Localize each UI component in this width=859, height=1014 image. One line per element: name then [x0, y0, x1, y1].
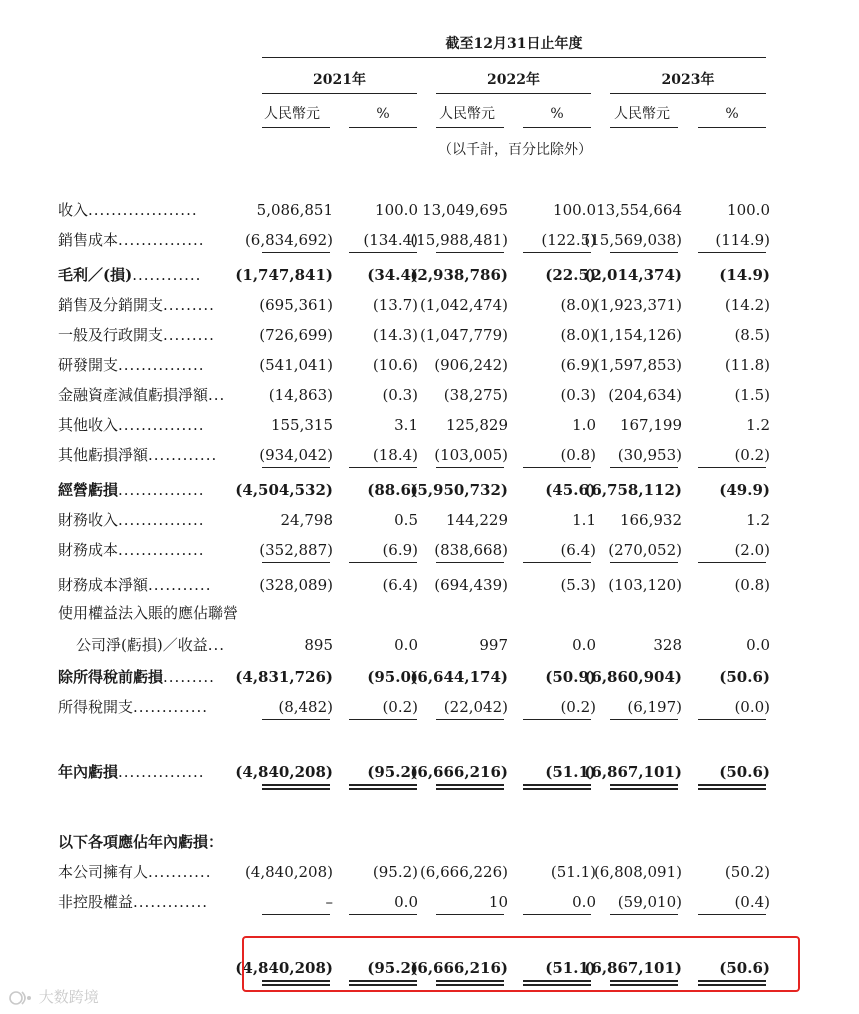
row-underline [262, 784, 330, 786]
leader-dots: ............... [118, 416, 205, 434]
watermark [8, 986, 99, 1008]
amount-cell: (694,439) [434, 576, 508, 594]
percent-cell: 0.5 [394, 511, 418, 529]
percent-cell: (11.8) [724, 356, 770, 374]
leader-dots: ............ [148, 446, 218, 464]
period-underline [262, 57, 766, 58]
row-label: 使用權益法入賬的應佔聯營 [58, 604, 239, 622]
amount-cell: (270,052) [608, 541, 682, 559]
percent-cell: (50.6) [719, 959, 770, 977]
amount-cell: (6,867,101) [584, 959, 682, 977]
row-underline [610, 467, 678, 468]
row-underline [523, 788, 591, 790]
percent-cell: 100.0 [375, 201, 418, 219]
percent-cell: (6.4) [560, 541, 596, 559]
row-underline [523, 914, 591, 915]
amount-cell: 166,932 [619, 511, 682, 529]
amount-cell: (1,597,853) [593, 356, 682, 374]
amount-cell: (695,361) [259, 296, 333, 314]
amount-cell: 144,229 [445, 511, 508, 529]
amount-cell: (4,504,532) [235, 481, 333, 499]
percent-cell: (8.0) [560, 296, 596, 314]
row-underline [436, 467, 504, 468]
amount-cell: (1,747,841) [235, 266, 333, 284]
row-label: 其他虧損淨額............ [58, 446, 218, 464]
percent-cell: (14.9) [719, 266, 770, 284]
percent-cell: 0.0 [572, 636, 596, 654]
amount-cell: (4,840,208) [235, 763, 333, 781]
amount-cell: 167,199 [619, 416, 682, 434]
amount-cell: (5,950,732) [410, 481, 508, 499]
percent-cell: (8.5) [734, 326, 770, 344]
amount-cell: (22,042) [443, 698, 508, 716]
amount-cell: (934,042) [259, 446, 333, 464]
leader-dots: ............. [133, 893, 209, 911]
leader-dots: ......... [163, 326, 215, 344]
percent-header-2023: % [725, 106, 739, 122]
percent-cell: (0.0) [734, 698, 770, 716]
row-underline [698, 467, 766, 468]
percent-cell: (49.9) [719, 481, 770, 499]
row-underline [610, 252, 678, 253]
row-underline [698, 562, 766, 563]
row-label: 所得稅開支............. [58, 698, 209, 716]
amount-cell: (1,923,371) [593, 296, 682, 314]
row-underline [349, 914, 417, 915]
row-underline [262, 252, 330, 253]
percent-cell: (10.6) [372, 356, 418, 374]
amount-cell: (6,808,091) [593, 863, 682, 881]
row-underline [523, 467, 591, 468]
percent-cell: (0.2) [560, 698, 596, 716]
watermark-logo-icon [8, 988, 34, 1008]
amount-cell: (2,014,374) [584, 266, 682, 284]
row-label: 毛利／(損)............ [58, 266, 202, 284]
percent-cell: (95.2) [367, 959, 418, 977]
amount-cell: (838,668) [434, 541, 508, 559]
percent-header-2022: % [550, 106, 564, 122]
amount-cell: (6,834,692) [244, 231, 333, 249]
amount-cell: (59,010) [617, 893, 682, 911]
leader-dots: ............... [118, 763, 205, 781]
row-underline [698, 914, 766, 915]
percent-cell: (6.9) [382, 541, 418, 559]
percent-cell: (2.0) [734, 541, 770, 559]
amount-cell: 997 [479, 636, 508, 654]
row-underline [262, 788, 330, 790]
row-underline [436, 562, 504, 563]
amount-cell: (6,860,904) [584, 668, 682, 686]
row-label: 其他收入............... [58, 416, 205, 434]
amount-cell: (906,242) [434, 356, 508, 374]
row-underline [610, 788, 678, 790]
year-header-2022: 2022年 [487, 72, 540, 88]
amount-cell: (6,197) [627, 698, 682, 716]
amount-cell: 13,554,664 [596, 201, 682, 219]
row-underline [698, 252, 766, 253]
amount-cell: (6,867,101) [584, 763, 682, 781]
period-header: 截至12月31日止年度 [445, 36, 583, 52]
percent-cell: (122.5) [541, 231, 596, 249]
row-label: 財務收入............... [58, 511, 205, 529]
amount-cell: (38,275) [443, 386, 508, 404]
percent-cell: (0.8) [734, 576, 770, 594]
percent-cell: (18.4) [372, 446, 418, 464]
percent-cell: 100.0 [727, 201, 770, 219]
amount-cell: (15,988,481) [410, 231, 508, 249]
leader-dots: ............... [118, 231, 205, 249]
row-label: 除所得稅前虧損......... [58, 668, 215, 686]
amount-cell: (15,569,038) [584, 231, 682, 249]
row-underline [436, 784, 504, 786]
percent-cell: 1.1 [572, 511, 596, 529]
amount-cell: – [325, 893, 333, 911]
year-underline-2023 [610, 93, 766, 94]
percent-cell: 1.0 [572, 416, 596, 434]
leader-dots: ............... [118, 481, 205, 499]
leader-dots: ......... [163, 296, 215, 314]
percent-cell: (8.0) [560, 326, 596, 344]
row-label: 以下各項應佔年內虧損： [58, 833, 224, 851]
amount-cell: (1,047,779) [419, 326, 508, 344]
leader-dots: ............ [132, 266, 202, 284]
percent-cell: (0.4) [734, 893, 770, 911]
watermark-text: 大数跨境 [38, 988, 99, 1006]
percent-cell: (50.6) [719, 763, 770, 781]
amount-cell: (726,699) [259, 326, 333, 344]
year-header-2023: 2023年 [661, 72, 715, 88]
amount-cell: 895 [304, 636, 333, 654]
row-underline [262, 719, 330, 720]
row-label: 經營虧損............... [58, 481, 205, 499]
amount-cell: (6,644,174) [410, 668, 508, 686]
amount-cell: (14,863) [268, 386, 333, 404]
row-underline [349, 719, 417, 720]
amount-cell: (204,634) [608, 386, 682, 404]
amount-cell: 5,086,851 [256, 201, 333, 219]
percent-cell: (13.7) [372, 296, 418, 314]
row-underline [523, 252, 591, 253]
percent-cell: (51.1) [550, 863, 596, 881]
row-underline [698, 719, 766, 720]
leader-dots: ........... [148, 863, 212, 881]
amount-cell: (1,042,474) [419, 296, 508, 314]
highlight-box [242, 936, 800, 992]
amount-cell: (103,005) [434, 446, 508, 464]
leader-dots: ............... [118, 356, 205, 374]
percent-cell: 3.1 [394, 416, 418, 434]
leader-dots: ... [208, 386, 226, 404]
row-underline [262, 467, 330, 468]
row-underline [523, 784, 591, 786]
amount-cell: (103,120) [608, 576, 682, 594]
percent-cell: 100.0 [553, 201, 596, 219]
amount-cell: (6,758,112) [584, 481, 682, 499]
year-underline-2022 [436, 93, 591, 94]
row-underline [349, 562, 417, 563]
amount-cell: 24,798 [280, 511, 333, 529]
leader-dots: ............... [118, 511, 205, 529]
percent-cell: (0.2) [382, 698, 418, 716]
percent-cell: (6.9) [560, 356, 596, 374]
percent-cell: (0.3) [382, 386, 418, 404]
row-label: 本公司擁有人........... [58, 863, 212, 881]
row-underline [349, 252, 417, 253]
amount-cell: (328,089) [259, 576, 333, 594]
row-underline [698, 784, 766, 786]
year-underline-2021 [262, 93, 417, 94]
amount-cell: 13,049,695 [422, 201, 508, 219]
row-label: 財務成本淨額........... [58, 576, 212, 594]
percent-cell: (134.4) [363, 231, 418, 249]
leader-dots: ............... [118, 541, 205, 559]
row-label: 銷售成本............... [58, 231, 205, 249]
amount-cell: (30,953) [617, 446, 682, 464]
percent-cell: (0.3) [560, 386, 596, 404]
percent-header-2021: % [376, 106, 390, 122]
amount-cell: 10 [488, 893, 508, 911]
row-underline [698, 788, 766, 790]
row-underline [349, 784, 417, 786]
row-underline [349, 467, 417, 468]
percent-cell: (114.9) [715, 231, 770, 249]
percent-cell: 0.0 [394, 893, 418, 911]
row-underline [610, 784, 678, 786]
currency-header-2023: 人民幣元 [614, 106, 670, 122]
row-underline [262, 562, 330, 563]
row-label: 銷售及分銷開支......... [58, 296, 215, 314]
percent-cell: (51.1) [545, 959, 596, 977]
amount-cell: (8,482) [278, 698, 333, 716]
row-underline [523, 562, 591, 563]
amount-cell: (6,666,216) [410, 763, 508, 781]
percent-cell: 1.2 [746, 511, 770, 529]
row-label: 財務成本............... [58, 541, 205, 559]
row-underline [262, 914, 330, 915]
leader-dots: ........... [148, 576, 212, 594]
percent-cell: (22.5) [545, 266, 596, 284]
row-label: 非控股權益............. [58, 893, 209, 911]
amount-cell: (1,154,126) [593, 326, 682, 344]
percent-cell: (5.3) [560, 576, 596, 594]
amount-cell: (4,831,726) [235, 668, 333, 686]
row-underline [349, 788, 417, 790]
amount-cell: (6,666,226) [419, 863, 508, 881]
percent-cell: 0.0 [572, 893, 596, 911]
leader-dots: ............. [133, 698, 209, 716]
percent-cell: (95.2) [372, 863, 418, 881]
percent-cell: (95.0) [367, 668, 418, 686]
percent-cell: (50.6) [719, 668, 770, 686]
row-label: 年內虧損............... [58, 763, 205, 781]
percent-cell: (51.1) [545, 763, 596, 781]
leader-dots: ......... [163, 668, 215, 686]
leader-dots: ... [207, 636, 226, 654]
row-underline [436, 914, 504, 915]
row-label: 金融資產減值虧損淨額... [58, 386, 226, 404]
percent-cell: (34.4) [367, 266, 418, 284]
currency-header-2021: 人民幣元 [264, 106, 320, 122]
row-underline [436, 252, 504, 253]
row-underline [436, 719, 504, 720]
amount-cell: (4,840,208) [244, 863, 333, 881]
row-underline [523, 719, 591, 720]
row-label: 收入................... [58, 201, 198, 219]
amount-cell: (6,666,216) [410, 959, 508, 977]
row-label: 公司淨(虧損)／收益... [76, 636, 226, 654]
amount-cell: (541,041) [259, 356, 333, 374]
year-header-2021: 2021年 [313, 72, 366, 88]
leader-dots: ................... [88, 201, 198, 219]
percent-cell: (14.3) [372, 326, 418, 344]
percent-cell: (6.4) [382, 576, 418, 594]
row-underline [610, 914, 678, 915]
percent-cell: (0.2) [734, 446, 770, 464]
amount-cell: 328 [653, 636, 682, 654]
row-underline [610, 562, 678, 563]
amount-cell: (352,887) [259, 541, 333, 559]
percent-cell: (88.6) [367, 481, 418, 499]
percent-cell: 0.0 [394, 636, 418, 654]
percent-cell: 0.0 [746, 636, 770, 654]
percent-cell: (1.5) [734, 386, 770, 404]
percent-cell: (14.2) [724, 296, 770, 314]
percent-cell: (45.6) [545, 481, 596, 499]
percent-cell: (50.2) [724, 863, 770, 881]
row-underline [436, 788, 504, 790]
percent-cell: 1.2 [746, 416, 770, 434]
amount-cell: 155,315 [270, 416, 333, 434]
percent-cell: (95.2) [367, 763, 418, 781]
row-label: 一般及行政開支......... [58, 326, 215, 344]
row-underline [610, 719, 678, 720]
percent-cell: (0.8) [560, 446, 596, 464]
currency-header-2022: 人民幣元 [439, 106, 495, 122]
percent-cell: (50.9) [545, 668, 596, 686]
amount-cell: 125,829 [445, 416, 508, 434]
unit-note: （以千計，百分比除外） [438, 142, 592, 158]
row-label: 研發開支............... [58, 356, 205, 374]
amount-cell: (4,840,208) [235, 959, 333, 977]
amount-cell: (2,938,786) [410, 266, 508, 284]
